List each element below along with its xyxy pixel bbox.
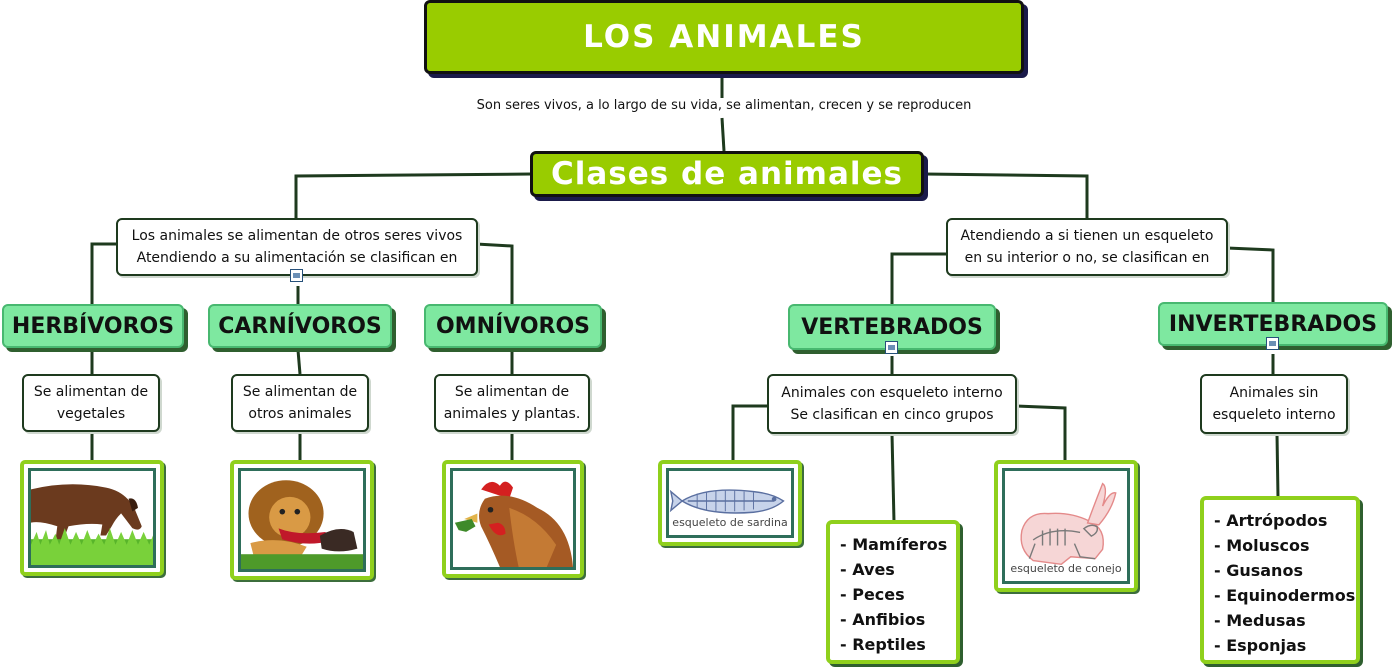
category-carnivoros <box>208 304 392 348</box>
category-omnivoros <box>424 304 602 348</box>
main-title-text: LOS ANIMALES <box>583 19 865 55</box>
carnivoros-desc-line1: Se alimentan de <box>242 384 358 400</box>
list-item: - Anfibios <box>840 610 926 629</box>
category-vertebrados-label: VERTEBRADOS <box>801 314 983 340</box>
main-definition: Son seres vivos, a lo largo de su vida, se alimentan, crecen y se reproducen <box>476 98 972 113</box>
vertebrados-desc-line2: Se clasifican en cinco grupos <box>790 407 994 423</box>
list-item: - Gusanos <box>1214 561 1303 580</box>
invertebrados-groups-list <box>1200 496 1360 664</box>
category-invertebrados-label: INVERTEBRADOS <box>1168 311 1378 337</box>
vertebrados-image-icon[interactable] <box>885 341 898 354</box>
list-item: - Artrópodos <box>1214 511 1328 530</box>
category-herbivoros-label: HERBÍVOROS <box>11 313 175 339</box>
list-item: - Esponjas <box>1214 636 1307 655</box>
esqueleto-note-line1: Atendiendo a si tienen un esqueleto <box>960 228 1214 244</box>
hen-image <box>442 460 584 578</box>
clases-node <box>530 151 924 197</box>
sardina-image <box>658 460 802 546</box>
herbivoros-desc-line1: Se alimentan de <box>33 384 149 400</box>
invertebrados-desc-line2: esqueleto interno <box>1212 407 1336 423</box>
category-omnivoros-label: OMNÍVOROS <box>435 313 591 339</box>
invertebrados-image-icon[interactable] <box>1266 337 1279 350</box>
list-item: - Equinodermos <box>1214 586 1356 605</box>
alimentacion-note-line2: Atendiendo a su alimentación se clasifican en <box>136 250 458 266</box>
list-item: - Aves <box>840 560 895 579</box>
omnivoros-desc <box>434 374 590 432</box>
category-carnivoros-label: CARNÍVOROS <box>218 313 382 339</box>
horse-image <box>20 460 164 576</box>
vertebrados-desc <box>767 374 1017 434</box>
invertebrados-desc-line1: Animales sin <box>1229 385 1319 401</box>
list-item: - Medusas <box>1214 611 1306 630</box>
list-item: - Peces <box>840 585 905 604</box>
esqueleto-note <box>946 218 1228 276</box>
herbivoros-desc-line2: vegetales <box>56 406 126 422</box>
conejo-caption: esqueleto de conejo <box>1010 562 1122 575</box>
horse-illustration <box>31 471 153 565</box>
herbivoros-desc <box>22 374 160 432</box>
omnivoros-desc-line2: animales y plantas. <box>443 406 581 422</box>
invertebrados-desc <box>1200 374 1348 434</box>
sardina-caption: esqueleto de sardina <box>672 516 788 529</box>
lion-illustration <box>241 471 363 569</box>
esqueleto-note-line2: en su interior o no, se clasifican en <box>964 250 1210 266</box>
list-item: - Reptiles <box>840 635 926 654</box>
vertebrados-groups-list <box>826 520 960 664</box>
hen-illustration <box>453 471 573 567</box>
carnivoros-desc <box>231 374 369 432</box>
conejo-image <box>994 460 1138 592</box>
rabbit-skeleton-icon <box>1005 471 1127 575</box>
note-attachment-icon[interactable] <box>290 269 303 282</box>
main-title <box>424 0 1024 74</box>
list-item: - Mamíferos <box>840 535 948 554</box>
alimentacion-note-line1: Los animales se alimentan de otros seres vivos <box>131 228 463 244</box>
alimentacion-note <box>116 218 478 276</box>
clases-text: Clases de animales <box>551 156 903 192</box>
vertebrados-desc-line1: Animales con esqueleto interno <box>781 385 1003 401</box>
category-herbivoros <box>2 304 184 348</box>
carnivoros-desc-line2: otros animales <box>248 406 352 422</box>
omnivoros-desc-line1: Se alimentan de <box>454 384 570 400</box>
list-item: - Moluscos <box>1214 536 1310 555</box>
lion-image <box>230 460 374 580</box>
